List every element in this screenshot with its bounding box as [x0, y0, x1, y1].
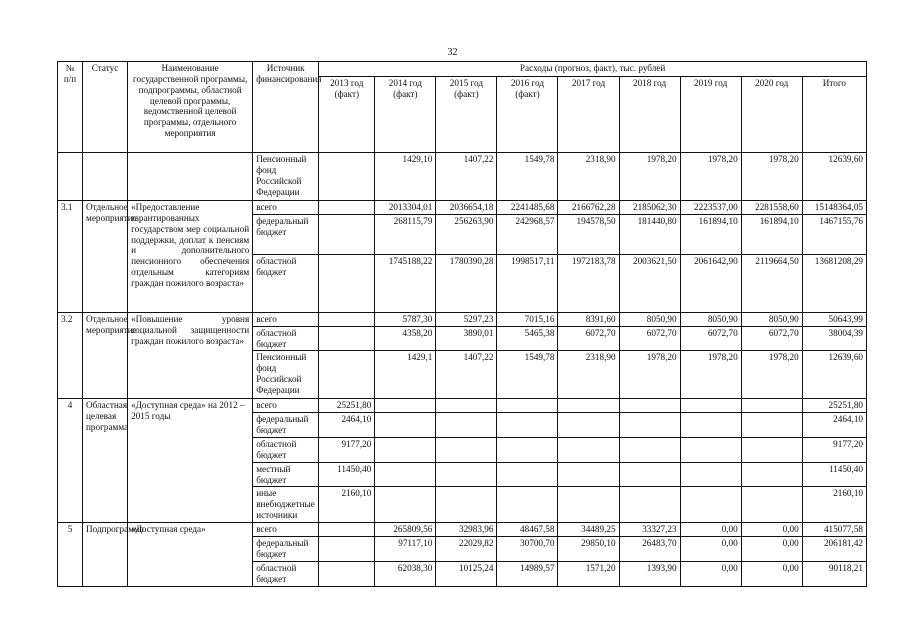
table-row	[58, 523, 867, 537]
value-cell: 2119664,50	[741, 254, 802, 312]
source-cell: федеральный бюджет	[253, 214, 319, 254]
value-cell	[436, 413, 497, 438]
value-cell	[319, 537, 375, 562]
value-cell: 0,00	[741, 523, 802, 537]
value-cell: 30700,70	[497, 537, 558, 562]
value-cell	[558, 487, 619, 523]
value-cell: 2464,10	[319, 413, 375, 438]
source-cell: Пенсионный фонд Российской Федерации	[253, 351, 319, 399]
value-cell: 181440,80	[619, 214, 680, 254]
value-cell	[319, 214, 375, 254]
value-cell: 1549,78	[497, 153, 558, 201]
source-cell: всего	[253, 399, 319, 413]
value-cell: 1549,78	[497, 351, 558, 399]
value-cell: 26483,70	[619, 537, 680, 562]
value-cell: 1429,10	[375, 153, 436, 201]
value-cell: 2003621,50	[619, 254, 680, 312]
value-cell	[741, 462, 802, 487]
cell-empty	[83, 153, 128, 201]
value-cell	[619, 438, 680, 463]
value-cell	[319, 523, 375, 537]
value-cell: 2464,10	[802, 413, 866, 438]
value-cell: 62038,30	[375, 562, 436, 587]
value-cell: 1978,20	[741, 351, 802, 399]
value-cell	[741, 413, 802, 438]
value-cell: 0,00	[741, 562, 802, 587]
header-year: 2017 год	[558, 77, 619, 153]
value-cell: 32983,96	[436, 523, 497, 537]
header-year: 2016 год (факт)	[497, 77, 558, 153]
row-number: 3.1	[58, 201, 83, 313]
value-cell	[619, 487, 680, 523]
value-cell	[497, 462, 558, 487]
source-cell: федеральный бюджет	[253, 537, 319, 562]
value-cell	[558, 413, 619, 438]
value-cell	[680, 399, 741, 413]
header-name: Наименование государственной программы, подпрограммы, областной целевой программы, ведомственной целевой программы, отдельного мероприятия	[128, 62, 253, 153]
value-cell: 1429,1	[375, 351, 436, 399]
value-cell: 2036654,18	[436, 201, 497, 215]
value-cell: 2160,10	[319, 487, 375, 523]
value-cell: 90118,21	[802, 562, 866, 587]
value-cell: 194578,50	[558, 214, 619, 254]
value-cell	[497, 399, 558, 413]
row-name: «Доступная среда»	[128, 523, 253, 586]
value-cell	[558, 462, 619, 487]
value-cell: 11450,40	[802, 462, 866, 487]
cell-empty	[128, 153, 253, 201]
value-cell: 7015,16	[497, 312, 558, 326]
source-cell: всего	[253, 312, 319, 326]
value-cell: 2013304,01	[375, 201, 436, 215]
table-row	[58, 201, 867, 215]
value-cell: 415077,58	[802, 523, 866, 537]
value-cell: 15148364,05	[802, 201, 866, 215]
value-cell: 22029,82	[436, 537, 497, 562]
value-cell: 161894,10	[741, 214, 802, 254]
header-status: Статус	[83, 62, 128, 153]
value-cell: 242968,57	[497, 214, 558, 254]
value-cell: 6072,70	[558, 326, 619, 351]
value-cell: 9177,20	[802, 438, 866, 463]
value-cell: 12639,60	[802, 153, 866, 201]
value-cell	[680, 487, 741, 523]
value-cell: 38004,39	[802, 326, 866, 351]
value-cell: 8050,90	[619, 312, 680, 326]
value-cell	[680, 438, 741, 463]
value-cell: 48467,58	[497, 523, 558, 537]
value-cell: 2318,90	[558, 153, 619, 201]
value-cell	[680, 462, 741, 487]
row-name: «Предоставление гарантированных государством мер социальной поддержки, доплат к пенсиям и дополнительного пенсионного обеспечения отдельным категориям граждан пожилого возраста»	[128, 201, 253, 313]
header-row-1	[58, 62, 867, 77]
value-cell	[319, 153, 375, 201]
value-cell: 1571,20	[558, 562, 619, 587]
source-cell: областной бюджет	[253, 326, 319, 351]
value-cell: 2223537,00	[680, 201, 741, 215]
value-cell: 33327,23	[619, 523, 680, 537]
value-cell	[741, 438, 802, 463]
value-cell	[319, 351, 375, 399]
value-cell: 5787,30	[375, 312, 436, 326]
value-cell	[375, 487, 436, 523]
value-cell	[619, 399, 680, 413]
value-cell	[619, 462, 680, 487]
value-cell: 5297,23	[436, 312, 497, 326]
value-cell	[375, 438, 436, 463]
value-cell: 1978,20	[680, 351, 741, 399]
value-cell: 1407,22	[436, 351, 497, 399]
value-cell: 8050,90	[741, 312, 802, 326]
value-cell	[436, 487, 497, 523]
value-cell	[319, 254, 375, 312]
row-status: Подпрограмма	[83, 523, 128, 586]
value-cell: 6072,70	[680, 326, 741, 351]
header-year: 2015 год (факт)	[436, 77, 497, 153]
value-cell: 97117,10	[375, 537, 436, 562]
source-cell: иные внебюджетные источники	[253, 487, 319, 523]
value-cell	[497, 413, 558, 438]
value-cell: 10125,24	[436, 562, 497, 587]
source-cell: местный бюджет	[253, 462, 319, 487]
value-cell	[558, 438, 619, 463]
source-cell: областной бюджет	[253, 254, 319, 312]
value-cell: 1407,22	[436, 153, 497, 201]
row-number: 4	[58, 399, 83, 523]
source-cell: федеральный бюджет	[253, 413, 319, 438]
value-cell: 0,00	[680, 523, 741, 537]
source-cell: всего	[253, 201, 319, 215]
value-cell	[436, 438, 497, 463]
row-number: 3.2	[58, 312, 83, 399]
value-cell	[375, 413, 436, 438]
value-cell	[558, 399, 619, 413]
value-cell: 1998517,11	[497, 254, 558, 312]
table-row	[58, 153, 867, 201]
table-row	[58, 312, 867, 326]
value-cell: 14989,57	[497, 562, 558, 587]
value-cell: 25251,80	[802, 399, 866, 413]
value-cell: 2166762,28	[558, 201, 619, 215]
source-cell: всего	[253, 523, 319, 537]
value-cell: 1972183,78	[558, 254, 619, 312]
value-cell: 2318,90	[558, 351, 619, 399]
value-cell	[375, 462, 436, 487]
value-cell: 29850,10	[558, 537, 619, 562]
value-cell	[741, 487, 802, 523]
value-cell: 0,00	[680, 562, 741, 587]
value-cell	[741, 399, 802, 413]
header-year: 2014 год (факт)	[375, 77, 436, 153]
value-cell: 1978,20	[741, 153, 802, 201]
header-expenses: Расходы (прогноз, факт), тыс. рублей	[319, 62, 867, 77]
value-cell: 268115,79	[375, 214, 436, 254]
value-cell	[319, 201, 375, 215]
value-cell	[375, 399, 436, 413]
value-cell: 0,00	[741, 537, 802, 562]
table-row	[58, 399, 867, 413]
header-year: 2013 год (факт)	[319, 77, 375, 153]
value-cell: 6072,70	[619, 326, 680, 351]
row-status: Отдельное мероприятие	[83, 312, 128, 399]
value-cell	[319, 326, 375, 351]
value-cell: 256263,90	[436, 214, 497, 254]
header-total: Итого	[802, 77, 866, 153]
value-cell: 2281558,60	[741, 201, 802, 215]
value-cell: 11450,40	[319, 462, 375, 487]
value-cell: 1745188,22	[375, 254, 436, 312]
row-name: «Доступная среда» на 2012 – 2015 годы	[128, 399, 253, 523]
value-cell: 13681208,29	[802, 254, 866, 312]
value-cell: 8391,60	[558, 312, 619, 326]
value-cell: 2160,10	[802, 487, 866, 523]
value-cell	[436, 462, 497, 487]
value-cell: 3890,01	[436, 326, 497, 351]
cell-empty	[58, 153, 83, 201]
row-status: Отдельное мероприятие	[83, 201, 128, 313]
value-cell: 25251,80	[319, 399, 375, 413]
value-cell	[619, 413, 680, 438]
value-cell: 1393,90	[619, 562, 680, 587]
value-cell: 6072,70	[741, 326, 802, 351]
value-cell: 1978,20	[680, 153, 741, 201]
row-name: «Повышение уровня социальной защищенности граждан пожилого возраста»	[128, 312, 253, 399]
value-cell	[319, 562, 375, 587]
value-cell: 8050,90	[680, 312, 741, 326]
row-number: 5	[58, 523, 83, 586]
header-source: Источник финансирования	[253, 62, 319, 153]
value-cell	[436, 399, 497, 413]
value-cell	[497, 438, 558, 463]
value-cell: 12639,60	[802, 351, 866, 399]
value-cell: 50643,99	[802, 312, 866, 326]
value-cell: 161894,10	[680, 214, 741, 254]
value-cell: 206181,42	[802, 537, 866, 562]
header-year: 2018 год	[619, 77, 680, 153]
value-cell: 9177,20	[319, 438, 375, 463]
value-cell: 1780390,28	[436, 254, 497, 312]
value-cell: 265809,56	[375, 523, 436, 537]
value-cell: 5465,38	[497, 326, 558, 351]
source-cell: областной бюджет	[253, 562, 319, 587]
header-year: 2019 год	[680, 77, 741, 153]
value-cell: 34489,25	[558, 523, 619, 537]
value-cell: 0,00	[680, 537, 741, 562]
page-number: 32	[447, 47, 458, 58]
header-year: 2020 год	[741, 77, 802, 153]
source-cell: областной бюджет	[253, 438, 319, 463]
value-cell	[497, 487, 558, 523]
value-cell: 1978,20	[619, 351, 680, 399]
value-cell	[680, 413, 741, 438]
value-cell: 1978,20	[619, 153, 680, 201]
value-cell: 2185062,30	[619, 201, 680, 215]
budget-table	[57, 61, 867, 587]
value-cell: 1467155,76	[802, 214, 866, 254]
value-cell	[319, 312, 375, 326]
row-status: Областная целевая программа	[83, 399, 128, 523]
value-cell: 4358,20	[375, 326, 436, 351]
source-cell: Пенсионный фонд Российской Федерации	[253, 153, 319, 201]
header-num: № п/п	[58, 62, 83, 153]
value-cell: 2241485,68	[497, 201, 558, 215]
value-cell: 2061642,90	[680, 254, 741, 312]
